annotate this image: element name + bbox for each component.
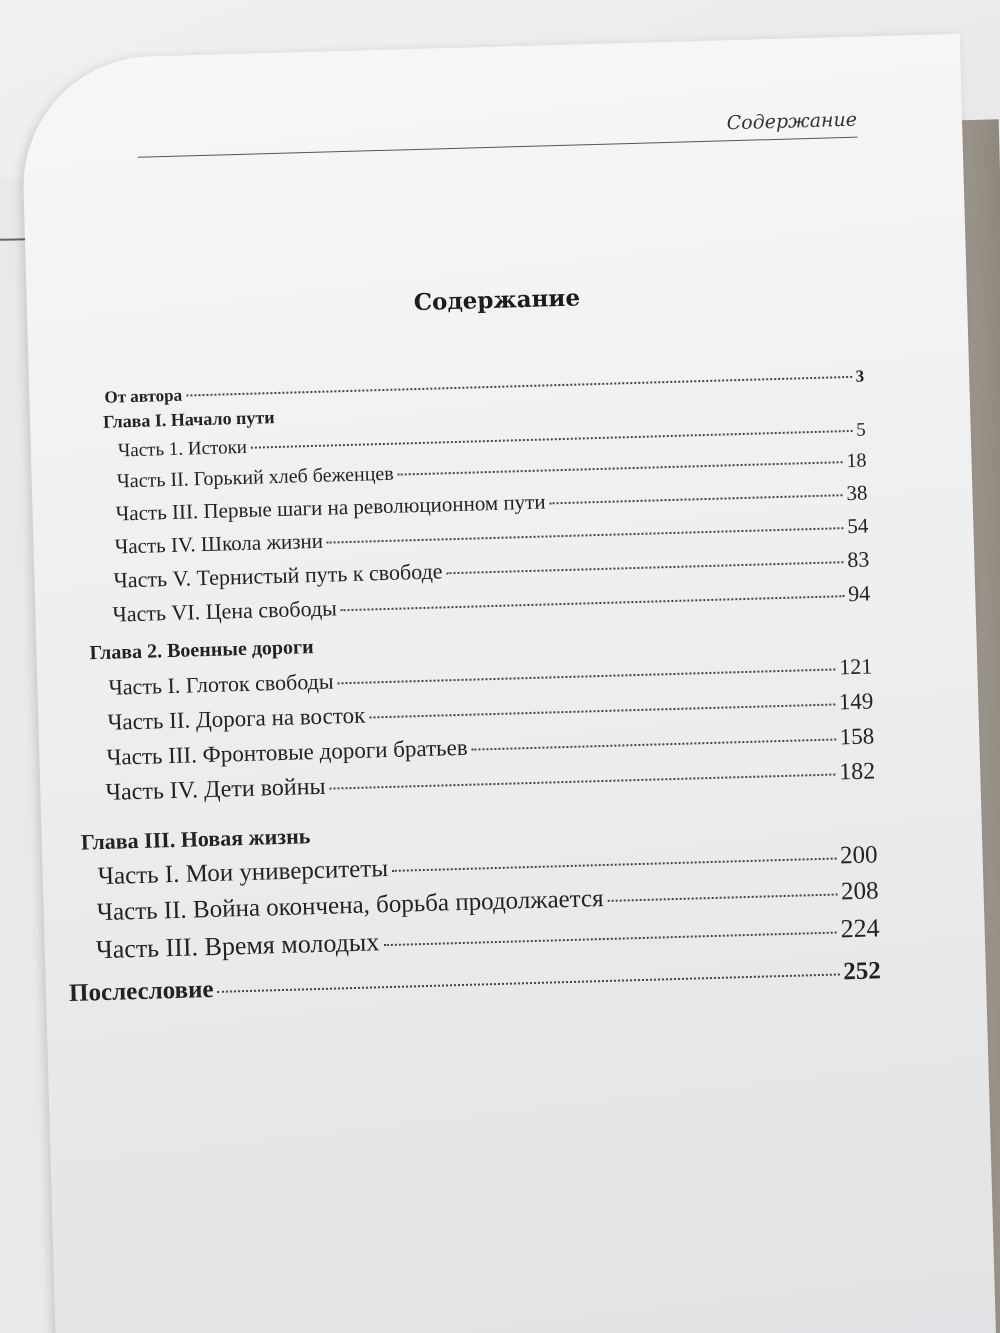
toc-title: Содержание — [413, 284, 581, 317]
toc-entry-label: Часть V. Тернистый путь к свободе — [113, 558, 443, 593]
toc-page-number: 83 — [846, 546, 870, 573]
toc-page-number: 208 — [840, 877, 879, 906]
toc-leader-dots — [251, 430, 852, 449]
toc-page-number: 158 — [839, 723, 875, 750]
toc-page-number: 3 — [855, 366, 865, 386]
toc-entry-label: Часть I. Мои университеты — [97, 855, 389, 891]
toc-leader-dots — [608, 894, 838, 902]
toc-leader-dots — [369, 704, 835, 719]
toc-leader-dots — [341, 595, 844, 611]
toc-entry-label: Часть III. Первые шаги на революционном пути — [115, 489, 546, 526]
toc-entry-label: Часть IV. Школа жизни — [114, 528, 324, 559]
toc-leader-dots — [383, 932, 836, 947]
toc-entry-label: Часть VI. Цена свободы — [112, 595, 338, 627]
toc-chapter-title: Глава I. Начало пути — [102, 407, 275, 432]
toc-entry-label: Часть II. Война окончена, борьба продолжается — [96, 885, 604, 927]
toc-chapter-title: Глава III. Новая жизнь — [80, 823, 311, 855]
toc-page-number: 149 — [838, 688, 874, 715]
running-head: Содержание — [137, 109, 858, 158]
toc-page-number: 252 — [842, 957, 882, 986]
table-of-contents — [68, 366, 882, 1007]
toc-leader-dots — [218, 973, 840, 992]
toc-chapter-title: Глава 2. Военные дороги — [89, 636, 314, 665]
toc-leader-dots — [330, 774, 836, 790]
toc-page-number: 121 — [838, 653, 873, 680]
toc-leader-dots — [550, 494, 843, 504]
toc-entry-label: Часть IV. Дети войны — [105, 773, 326, 806]
toc-page-number: 200 — [839, 841, 878, 870]
toc-entry-afterword — [69, 957, 881, 1008]
toc-entry-label: Часть III. Фронтовые дороги братьев — [106, 734, 468, 770]
toc-leader-dots — [327, 527, 843, 543]
toc-leader-dots — [338, 668, 836, 684]
book-page — [20, 34, 996, 1333]
toc-page-number: 224 — [840, 913, 880, 944]
toc-leader-dots — [398, 461, 843, 475]
toc-leader-dots — [472, 738, 836, 750]
toc-entry-label: От автора — [104, 385, 183, 407]
toc-entry-label: Часть II. Горький хлеб беженцев — [116, 462, 394, 493]
toc-page-number: 54 — [847, 513, 869, 539]
toc-entry-label: Часть II. Дорога на восток — [107, 702, 366, 735]
toc-entry-label: Часть I. Глоток свободы — [108, 668, 334, 700]
toc-leader-dots — [392, 858, 836, 872]
toc-entry-label: Часть III. Время молодых — [95, 927, 380, 965]
toc-leader-dots — [446, 561, 843, 574]
toc-entry-label: Часть 1. Истоки — [117, 436, 248, 462]
toc-page-number: 5 — [855, 419, 866, 441]
toc-page-number: 18 — [846, 449, 867, 473]
toc-page-number: 182 — [838, 758, 876, 786]
toc-page-number: 94 — [847, 580, 871, 607]
toc-entry-label: Послесловие — [68, 975, 214, 1007]
toc-page-number: 38 — [846, 480, 868, 506]
